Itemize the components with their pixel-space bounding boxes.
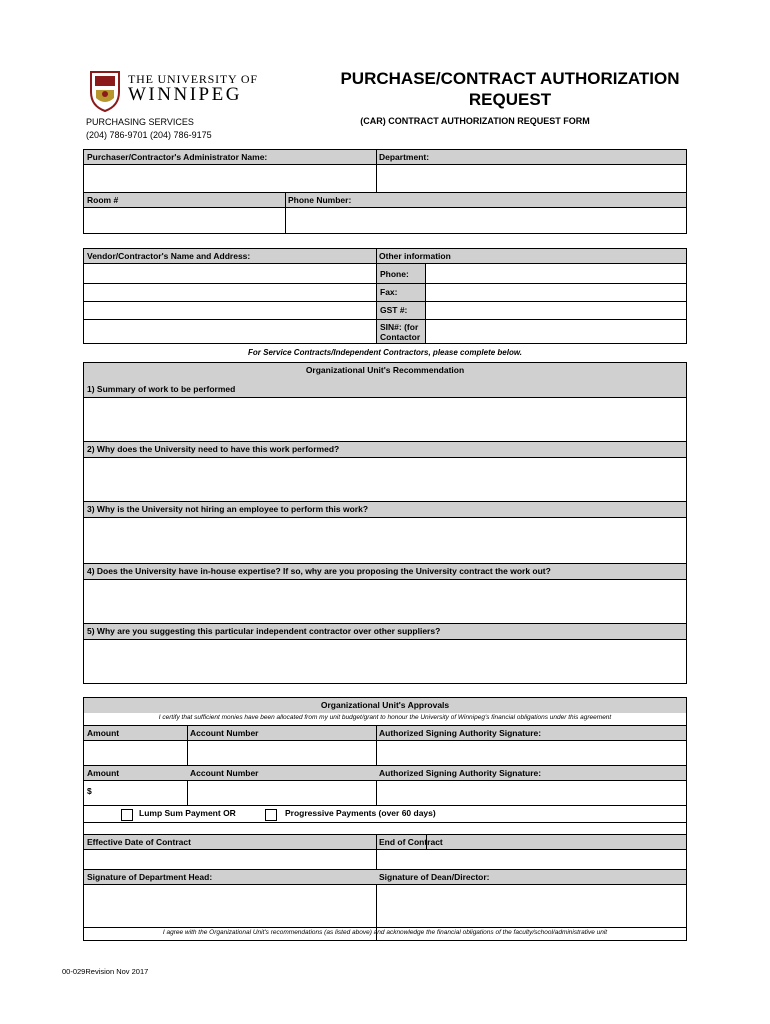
signing-authority-field[interactable]	[377, 741, 686, 765]
vendor-fax-label: Fax:	[377, 284, 425, 301]
room-label: Room #	[84, 193, 285, 207]
service-contracts-note: For Service Contracts/Independent Contractors, please complete below.	[248, 348, 522, 357]
purchasing-dept-info	[86, 116, 212, 142]
lump-sum-label: Lump Sum Payment OR	[139, 808, 236, 818]
question-1-field[interactable]	[84, 397, 686, 441]
question-1-label: 1) Summary of work to be performed	[84, 379, 686, 397]
crest-icon	[88, 68, 122, 112]
department-label: Department:	[376, 150, 686, 164]
progressive-checkbox[interactable]	[265, 809, 277, 821]
revision-footer: 00-029Revision Nov 2017	[62, 967, 149, 976]
vendor-name-field[interactable]	[84, 264, 376, 343]
amount-label: Amount	[84, 726, 187, 740]
account-number-2-field[interactable]	[188, 781, 376, 805]
vendor-name-address-label: Vendor/Contractor's Name and Address:	[84, 249, 376, 263]
amount-2-label: Amount	[84, 766, 187, 780]
purchaser-section	[83, 149, 687, 234]
amount-2-field[interactable]	[84, 781, 187, 805]
progressive-payments-label: Progressive Payments (over 60 days)	[285, 808, 436, 818]
form-subtitle: (CAR) CONTRACT AUTHORIZATION REQUEST FORM	[360, 116, 590, 126]
admin-name-field[interactable]	[84, 165, 376, 192]
question-5-field[interactable]	[84, 639, 686, 683]
question-4-label: 4) Does the University have in-house expertise? If so, why are you proposing the University contract the work out?	[84, 563, 686, 579]
form-title: PURCHASE/CONTRACT AUTHORIZATION REQUEST	[340, 69, 680, 109]
dept-name: PURCHASING SERVICES	[86, 117, 194, 127]
approvals-section	[83, 697, 687, 941]
recommendation-heading: Organizational Unit's Recommendation	[84, 363, 686, 379]
phone-number-label: Phone Number:	[285, 193, 686, 207]
effective-date-field[interactable]	[84, 850, 376, 869]
department-field[interactable]	[377, 165, 686, 192]
dept-phone: (204) 786-9701 (204) 786-9175	[86, 130, 212, 140]
room-field[interactable]	[84, 208, 285, 233]
question-3-field[interactable]	[84, 517, 686, 563]
account-number-field[interactable]	[188, 741, 376, 765]
question-2-label: 2) Why does the University need to have this work performed?	[84, 441, 686, 457]
certify-note: I certify that sufficient monies have been allocated from my unit budget/grant to honour the University of Winnipeg's financial obligations under this agreement	[158, 714, 612, 721]
question-4-field[interactable]	[84, 579, 686, 623]
lump-sum-checkbox[interactable]	[121, 809, 133, 821]
end-of-contract-label: End of Contract	[376, 835, 686, 849]
account-number-label: Account Number	[187, 726, 376, 740]
vendor-phone-label: Phone:	[377, 264, 425, 283]
effective-date-label: Effective Date of Contract	[84, 835, 376, 849]
dept-head-signature-label: Signature of Department Head:	[84, 870, 376, 884]
question-3-label: 3) Why is the University not hiring an employee to perform this work?	[84, 501, 686, 517]
dept-head-signature-field[interactable]	[84, 885, 376, 927]
logo-line2: WINNIPEG	[128, 84, 242, 105]
approvals-heading: Organizational Unit's Approvals	[84, 698, 686, 713]
vendor-phone-field[interactable]	[426, 264, 686, 283]
signing-authority-label: Authorized Signing Authority Signature:	[376, 726, 686, 740]
vendor-sin-label: SIN#: (for Contactor	[377, 320, 425, 343]
phone-number-field[interactable]	[286, 208, 686, 233]
vendor-section	[83, 248, 687, 344]
admin-name-label: Purchaser/Contractor's Administrator Name:	[84, 150, 376, 164]
dean-director-signature-label: Signature of Dean/Director:	[376, 870, 686, 884]
vendor-gst-field[interactable]	[426, 302, 686, 319]
vendor-sin-field[interactable]	[426, 320, 686, 343]
vendor-fax-field[interactable]	[426, 284, 686, 301]
vendor-gst-label: GST #:	[377, 302, 425, 319]
signing-authority-2-field[interactable]	[377, 781, 686, 805]
logo-line1: THE UNIVERSITY OF	[128, 72, 258, 86]
agree-note: I agree with the Organizational Unit's recommendations (as listed above) and acknowledge the financial obligations of the faculty/school/administrative unit	[162, 929, 608, 936]
question-5-label: 5) Why are you suggesting this particular independent contractor over other suppliers?	[84, 623, 686, 639]
recommendation-section	[83, 362, 687, 684]
amount-field[interactable]	[84, 741, 187, 765]
end-of-contract-field[interactable]	[377, 850, 686, 869]
signing-authority-2-label: Authorized Signing Authority Signature:	[376, 766, 686, 780]
dean-director-signature-field[interactable]	[377, 885, 686, 927]
account-number-2-label: Account Number	[187, 766, 376, 780]
dollar-sign: $	[87, 786, 92, 796]
other-info-label: Other information	[376, 249, 686, 263]
question-2-field[interactable]	[84, 457, 686, 501]
